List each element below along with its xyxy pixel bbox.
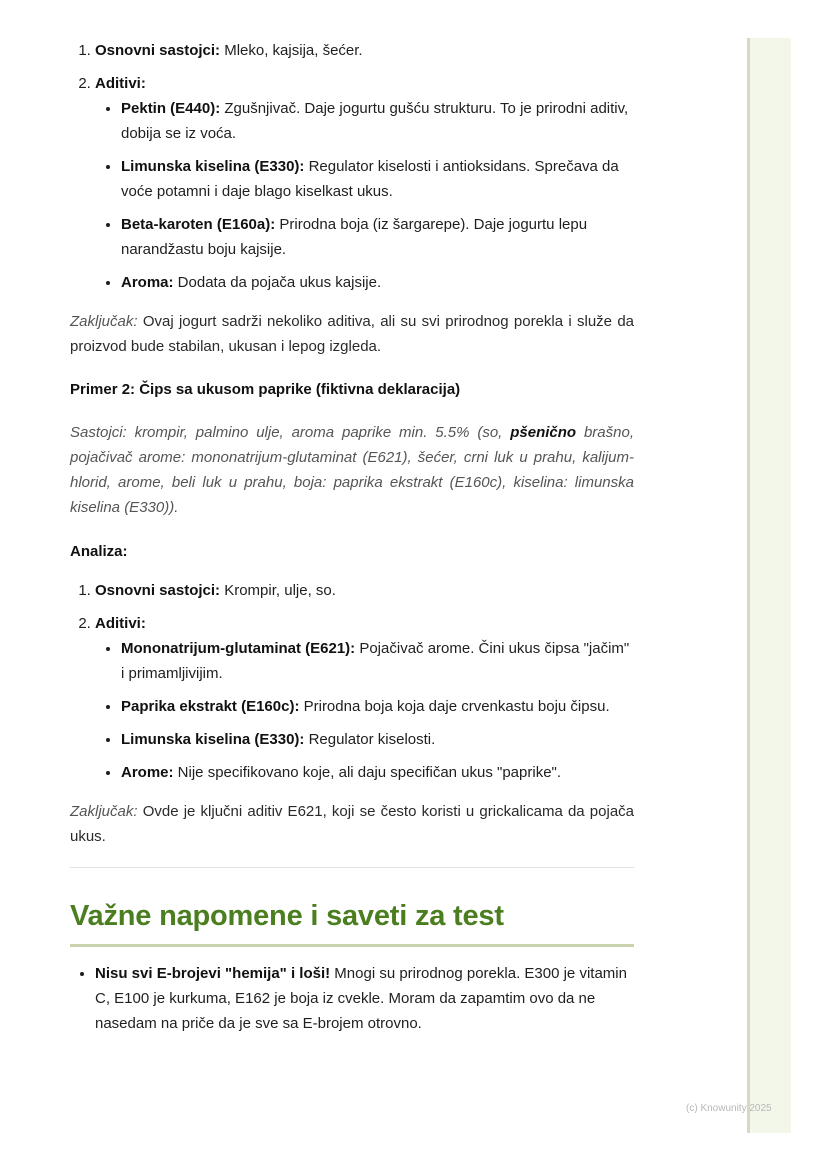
item-label: Aditivi: xyxy=(95,615,146,632)
additive-label: Limunska kiselina (E330): xyxy=(121,731,305,748)
analysis-label: Analiza: xyxy=(70,543,128,560)
ingredients-text-before: Sastojci: krompir, palmino ulje, aroma paprike min. 5.5% (so, xyxy=(70,424,511,441)
additives-list xyxy=(95,96,634,295)
tip-item xyxy=(95,961,634,1036)
section-heading-tips: Važne napomene i saveti za test xyxy=(70,898,634,947)
item-label: Osnovni sastojci: xyxy=(95,582,221,599)
additive-text: Regulator kiselosti. xyxy=(304,731,436,748)
ingredients-text-after: brašno, pojačivač arome: mononatrijum-glutaminat (E621), šećer, crni luk u prahu, kalijum-hlorid, arome, beli luk u prahu, boja: paprika ekstrakt (E160c), kiselina: limunska kiselina (E330)). xyxy=(70,424,634,516)
additive-text: Zgušnjivač. Daje jogurtu gušću strukturu. To je prirodni aditiv, dobija se iz voća. xyxy=(121,100,629,142)
list-item-additives xyxy=(95,71,634,295)
additive-item xyxy=(121,96,634,146)
example2-analysis-list xyxy=(70,578,634,785)
conclusion-text: Ovde je ključni aditiv E621, koji se često koristi u grickalicama da pojača ukus. xyxy=(70,803,634,845)
tip-text: Mnogi su prirodnog porekla. E300 je vitamin C, E100 je kurkuma, E162 je boja iz cvekle. Moram da zapamtim ovo da ne nasedam na priče da je sve sa E-brojem otrovno. xyxy=(95,965,627,1032)
example2-title: Primer 2: Čips sa ukusom paprike (fiktivna deklaracija) xyxy=(70,381,461,398)
list-item-basic-ingredients xyxy=(95,38,634,63)
additive-item xyxy=(121,270,634,295)
tips-list xyxy=(70,961,634,1036)
example1-conclusion xyxy=(70,309,634,359)
item-label: Aditivi: xyxy=(95,75,146,92)
copyright-footer: (c) Knowunity 2025 xyxy=(686,1103,772,1114)
additive-text: Pojačivač arome. Čini ukus čipsa "jačim" i primamljivijim. xyxy=(121,640,630,682)
additive-item xyxy=(121,154,634,204)
additive-label: Paprika ekstrakt (E160c): xyxy=(121,698,300,715)
additive-text: Regulator kiselosti i antioksidans. Sprečava da voće potamni i daje blago kiselkast ukus. xyxy=(121,158,619,200)
example2-ingredients xyxy=(70,420,634,520)
additive-item xyxy=(121,212,634,262)
additive-label: Mononatrijum-glutaminat (E621): xyxy=(121,640,356,657)
item-label: Osnovni sastojci: xyxy=(95,42,221,59)
additive-item xyxy=(121,636,634,686)
section-divider xyxy=(70,867,634,868)
additive-label: Pektin (E440): xyxy=(121,100,221,117)
item-text: Mleko, kajsija, šećer. xyxy=(220,42,363,59)
additive-label: Limunska kiselina (E330): xyxy=(121,158,305,175)
item-text: Krompir, ulje, so. xyxy=(220,582,336,599)
additive-item xyxy=(121,760,634,785)
additive-label: Aroma: xyxy=(121,274,174,291)
conclusion-label: Zaključak: xyxy=(70,313,138,330)
additive-item xyxy=(121,694,634,719)
example1-analysis-list xyxy=(70,38,634,295)
additive-label: Beta-karoten (E160a): xyxy=(121,216,276,233)
document-content xyxy=(70,38,634,1036)
additive-label: Arome: xyxy=(121,764,174,781)
additives-list xyxy=(95,636,634,785)
additive-text: Dodata da pojača ukus kajsije. xyxy=(173,274,382,291)
conclusion-text: Ovaj jogurt sadrži nekoliko aditiva, ali su svi prirodnog porekla i služe da proizvod bude stabilan, ukusan i lepog izgleda. xyxy=(70,313,634,355)
side-margin-panel xyxy=(747,38,791,1133)
example2-conclusion xyxy=(70,799,634,849)
additive-item xyxy=(121,727,634,752)
conclusion-label: Zaključak: xyxy=(70,803,138,820)
list-item-basic-ingredients xyxy=(95,578,634,603)
list-item-additives xyxy=(95,611,634,785)
additive-text: Prirodna boja (iz šargarepe). Daje jogurtu lepu narandžastu boju kajsije. xyxy=(121,216,588,258)
additive-text: Nije specifikovano koje, ali daju specifičan ukus "paprike". xyxy=(173,764,562,781)
additive-text: Prirodna boja koja daje crvenkastu boju čipsu. xyxy=(299,698,610,715)
tip-label: Nisu svi E-brojevi "hemija" i loši! xyxy=(95,965,331,982)
ingredients-bold-allergen: pšenično xyxy=(510,424,577,441)
